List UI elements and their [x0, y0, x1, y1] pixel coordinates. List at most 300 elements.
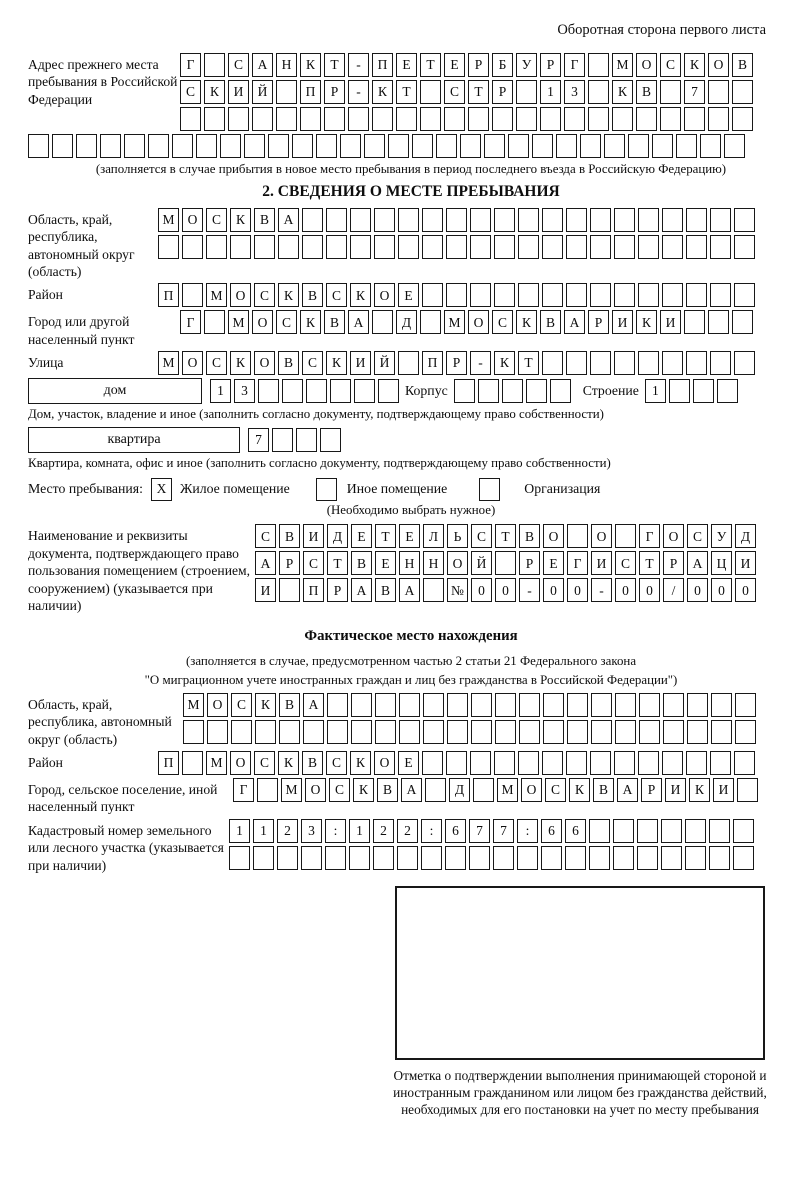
char-cell[interactable]: К [255, 693, 276, 717]
char-cell[interactable]: А [252, 53, 273, 77]
char-cell[interactable]: С [302, 351, 323, 375]
char-cell[interactable]: О [447, 551, 468, 575]
char-cell[interactable] [686, 351, 707, 375]
char-cell[interactable] [615, 720, 636, 744]
char-cell[interactable]: П [303, 578, 324, 602]
char-cell[interactable]: О [182, 351, 203, 375]
char-cell[interactable] [454, 379, 475, 403]
char-cell[interactable] [484, 134, 505, 158]
char-cell[interactable] [652, 134, 673, 158]
char-cell[interactable] [614, 208, 635, 232]
char-cell[interactable] [542, 208, 563, 232]
char-cell[interactable] [711, 693, 732, 717]
char-cell[interactable]: В [302, 283, 323, 307]
char-cell[interactable] [422, 751, 443, 775]
char-cell[interactable] [183, 720, 204, 744]
char-cell[interactable] [206, 235, 227, 259]
char-cell[interactable]: К [278, 751, 299, 775]
char-cell[interactable] [700, 134, 721, 158]
char-cell[interactable] [735, 693, 756, 717]
char-cell[interactable] [468, 107, 489, 131]
char-cell[interactable] [373, 846, 394, 870]
char-cell[interactable] [717, 379, 738, 403]
char-cell[interactable]: Й [252, 80, 273, 104]
char-cell[interactable]: В [732, 53, 753, 77]
char-cell[interactable]: 1 [349, 819, 370, 843]
char-cell[interactable]: О [591, 524, 612, 548]
char-cell[interactable] [182, 283, 203, 307]
char-cell[interactable] [182, 751, 203, 775]
char-cell[interactable] [231, 720, 252, 744]
char-cell[interactable] [422, 208, 443, 232]
char-cell[interactable] [662, 351, 683, 375]
char-cell[interactable] [734, 208, 755, 232]
char-cell[interactable] [709, 846, 730, 870]
char-cell[interactable] [639, 720, 660, 744]
char-cell[interactable]: О [521, 778, 542, 802]
char-cell[interactable] [446, 751, 467, 775]
char-cell[interactable]: М [444, 310, 465, 334]
char-cell[interactable]: : [421, 819, 442, 843]
char-cell[interactable]: В [593, 778, 614, 802]
char-cell[interactable]: Д [449, 778, 470, 802]
char-cell[interactable]: 6 [445, 819, 466, 843]
char-cell[interactable]: М [281, 778, 302, 802]
char-cell[interactable] [710, 351, 731, 375]
char-cell[interactable] [282, 379, 303, 403]
char-cell[interactable] [374, 208, 395, 232]
char-cell[interactable] [100, 134, 121, 158]
char-cell[interactable] [663, 720, 684, 744]
char-cell[interactable] [436, 134, 457, 158]
char-cell[interactable] [540, 107, 561, 131]
char-cell[interactable]: В [351, 551, 372, 575]
char-cell[interactable] [502, 379, 523, 403]
char-cell[interactable]: О [254, 351, 275, 375]
char-cell[interactable]: К [612, 80, 633, 104]
char-cell[interactable]: К [353, 778, 374, 802]
char-cell[interactable]: А [278, 208, 299, 232]
char-cell[interactable] [733, 846, 754, 870]
char-cell[interactable] [302, 208, 323, 232]
char-cell[interactable] [422, 283, 443, 307]
char-cell[interactable]: Е [399, 524, 420, 548]
char-cell[interactable]: Г [180, 310, 201, 334]
char-cell[interactable]: П [158, 751, 179, 775]
char-cell[interactable]: К [326, 351, 347, 375]
char-cell[interactable]: С [228, 53, 249, 77]
char-cell[interactable]: В [540, 310, 561, 334]
char-cell[interactable] [421, 846, 442, 870]
char-cell[interactable]: 2 [277, 819, 298, 843]
char-cell[interactable]: И [591, 551, 612, 575]
char-cell[interactable] [580, 134, 601, 158]
char-cell[interactable] [734, 751, 755, 775]
char-cell[interactable]: 6 [565, 819, 586, 843]
char-cell[interactable] [637, 846, 658, 870]
char-cell[interactable] [494, 283, 515, 307]
char-cell[interactable] [590, 235, 611, 259]
char-cell[interactable] [590, 208, 611, 232]
char-cell[interactable]: А [348, 310, 369, 334]
char-cell[interactable] [662, 208, 683, 232]
char-cell[interactable]: Т [396, 80, 417, 104]
char-cell[interactable] [686, 751, 707, 775]
char-cell[interactable]: Р [327, 578, 348, 602]
char-cell[interactable] [277, 846, 298, 870]
char-cell[interactable] [615, 524, 636, 548]
char-cell[interactable] [550, 379, 571, 403]
char-cell[interactable]: 2 [373, 819, 394, 843]
char-cell[interactable]: К [494, 351, 515, 375]
char-cell[interactable]: В [519, 524, 540, 548]
char-cell[interactable] [542, 351, 563, 375]
char-cell[interactable]: О [230, 283, 251, 307]
char-cell[interactable]: 0 [543, 578, 564, 602]
char-cell[interactable] [518, 751, 539, 775]
char-cell[interactable]: С [545, 778, 566, 802]
char-cell[interactable] [423, 720, 444, 744]
char-cell[interactable] [590, 283, 611, 307]
char-cell[interactable] [669, 379, 690, 403]
char-cell[interactable] [589, 819, 610, 843]
char-cell[interactable]: О [182, 208, 203, 232]
char-cell[interactable] [220, 134, 241, 158]
char-cell[interactable]: М [183, 693, 204, 717]
char-cell[interactable] [229, 846, 250, 870]
char-cell[interactable] [612, 107, 633, 131]
char-cell[interactable]: С [615, 551, 636, 575]
char-cell[interactable] [661, 819, 682, 843]
char-cell[interactable] [567, 720, 588, 744]
char-cell[interactable] [470, 751, 491, 775]
char-cell[interactable]: С [254, 751, 275, 775]
char-cell[interactable] [567, 693, 588, 717]
char-cell[interactable] [685, 846, 706, 870]
char-cell[interactable]: С [329, 778, 350, 802]
char-cell[interactable]: С [206, 208, 227, 232]
char-cell[interactable]: Е [375, 551, 396, 575]
char-cell[interactable]: Т [468, 80, 489, 104]
char-cell[interactable]: Г [567, 551, 588, 575]
char-cell[interactable]: - [348, 80, 369, 104]
char-cell[interactable] [709, 819, 730, 843]
char-cell[interactable] [604, 134, 625, 158]
char-cell[interactable] [325, 846, 346, 870]
char-cell[interactable]: О [305, 778, 326, 802]
stay-type-checkbox-other[interactable] [316, 478, 337, 501]
char-cell[interactable]: С [254, 283, 275, 307]
char-cell[interactable] [420, 310, 441, 334]
char-cell[interactable]: К [300, 310, 321, 334]
char-cell[interactable] [460, 134, 481, 158]
char-cell[interactable]: В [302, 751, 323, 775]
char-cell[interactable] [412, 134, 433, 158]
char-cell[interactable]: Т [518, 351, 539, 375]
char-cell[interactable]: К [300, 53, 321, 77]
char-cell[interactable] [254, 235, 275, 259]
char-cell[interactable]: Е [444, 53, 465, 77]
char-cell[interactable] [567, 524, 588, 548]
char-cell[interactable] [470, 235, 491, 259]
char-cell[interactable]: У [711, 524, 732, 548]
char-cell[interactable]: 0 [711, 578, 732, 602]
char-cell[interactable]: В [377, 778, 398, 802]
char-cell[interactable] [300, 107, 321, 131]
char-cell[interactable] [258, 379, 279, 403]
char-cell[interactable]: Р [446, 351, 467, 375]
char-cell[interactable]: С [180, 80, 201, 104]
char-cell[interactable] [737, 778, 758, 802]
char-cell[interactable]: Р [663, 551, 684, 575]
char-cell[interactable]: А [687, 551, 708, 575]
char-cell[interactable] [257, 778, 278, 802]
char-cell[interactable] [276, 107, 297, 131]
char-cell[interactable] [495, 693, 516, 717]
char-cell[interactable] [303, 720, 324, 744]
char-cell[interactable] [542, 235, 563, 259]
char-cell[interactable] [732, 310, 753, 334]
stay-type-checkbox-residential[interactable]: X [151, 478, 172, 501]
char-cell[interactable] [279, 578, 300, 602]
char-cell[interactable] [423, 578, 444, 602]
char-cell[interactable] [268, 134, 289, 158]
char-cell[interactable]: Р [324, 80, 345, 104]
char-cell[interactable]: 7 [493, 819, 514, 843]
char-cell[interactable] [518, 283, 539, 307]
char-cell[interactable] [613, 846, 634, 870]
char-cell[interactable] [473, 778, 494, 802]
char-cell[interactable]: Т [495, 524, 516, 548]
char-cell[interactable]: Г [639, 524, 660, 548]
char-cell[interactable] [614, 235, 635, 259]
char-cell[interactable] [614, 283, 635, 307]
char-cell[interactable]: Р [468, 53, 489, 77]
char-cell[interactable]: В [636, 80, 657, 104]
char-cell[interactable] [660, 80, 681, 104]
char-cell[interactable] [196, 134, 217, 158]
char-cell[interactable]: Н [423, 551, 444, 575]
char-cell[interactable]: И [713, 778, 734, 802]
char-cell[interactable] [302, 235, 323, 259]
char-cell[interactable]: С [660, 53, 681, 77]
char-cell[interactable] [494, 235, 515, 259]
char-cell[interactable]: П [372, 53, 393, 77]
char-cell[interactable] [711, 720, 732, 744]
char-cell[interactable] [124, 134, 145, 158]
char-cell[interactable]: С [444, 80, 465, 104]
char-cell[interactable]: 7 [469, 819, 490, 843]
char-cell[interactable] [148, 134, 169, 158]
char-cell[interactable] [445, 846, 466, 870]
char-cell[interactable] [351, 693, 372, 717]
char-cell[interactable] [588, 53, 609, 77]
char-cell[interactable] [372, 107, 393, 131]
char-cell[interactable] [724, 134, 745, 158]
char-cell[interactable]: О [468, 310, 489, 334]
char-cell[interactable] [614, 751, 635, 775]
char-cell[interactable] [292, 134, 313, 158]
char-cell[interactable]: С [492, 310, 513, 334]
char-cell[interactable] [388, 134, 409, 158]
char-cell[interactable] [565, 846, 586, 870]
char-cell[interactable] [478, 379, 499, 403]
char-cell[interactable] [378, 379, 399, 403]
char-cell[interactable]: К [684, 53, 705, 77]
char-cell[interactable] [708, 107, 729, 131]
char-cell[interactable]: Ь [447, 524, 468, 548]
char-cell[interactable]: В [278, 351, 299, 375]
char-cell[interactable]: К [569, 778, 590, 802]
char-cell[interactable] [326, 208, 347, 232]
char-cell[interactable] [272, 428, 293, 452]
char-cell[interactable] [710, 208, 731, 232]
char-cell[interactable] [447, 720, 468, 744]
char-cell[interactable] [494, 751, 515, 775]
char-cell[interactable]: / [663, 578, 684, 602]
char-cell[interactable] [735, 720, 756, 744]
char-cell[interactable]: Е [396, 53, 417, 77]
char-cell[interactable] [734, 235, 755, 259]
char-cell[interactable] [686, 208, 707, 232]
char-cell[interactable] [172, 134, 193, 158]
stay-type-checkbox-organization[interactable] [479, 478, 500, 501]
char-cell[interactable] [348, 107, 369, 131]
char-cell[interactable]: 0 [639, 578, 660, 602]
char-cell[interactable] [447, 693, 468, 717]
char-cell[interactable] [684, 107, 705, 131]
char-cell[interactable]: 0 [615, 578, 636, 602]
char-cell[interactable]: Р [588, 310, 609, 334]
char-cell[interactable]: О [207, 693, 228, 717]
char-cell[interactable]: : [325, 819, 346, 843]
char-cell[interactable] [375, 720, 396, 744]
char-cell[interactable] [422, 235, 443, 259]
char-cell[interactable] [374, 235, 395, 259]
char-cell[interactable] [398, 351, 419, 375]
char-cell[interactable]: А [303, 693, 324, 717]
char-cell[interactable] [687, 720, 708, 744]
char-cell[interactable] [566, 235, 587, 259]
char-cell[interactable] [444, 107, 465, 131]
char-cell[interactable] [638, 751, 659, 775]
char-cell[interactable]: - [591, 578, 612, 602]
char-cell[interactable]: Т [327, 551, 348, 575]
char-cell[interactable]: 1 [645, 379, 666, 403]
char-cell[interactable]: П [158, 283, 179, 307]
char-cell[interactable] [349, 846, 370, 870]
char-cell[interactable] [693, 379, 714, 403]
char-cell[interactable] [52, 134, 73, 158]
char-cell[interactable]: Г [233, 778, 254, 802]
char-cell[interactable]: 6 [541, 819, 562, 843]
char-cell[interactable] [638, 351, 659, 375]
char-cell[interactable] [276, 80, 297, 104]
char-cell[interactable]: О [636, 53, 657, 77]
char-cell[interactable] [397, 846, 418, 870]
char-cell[interactable]: Д [735, 524, 756, 548]
char-cell[interactable] [637, 819, 658, 843]
char-cell[interactable] [423, 693, 444, 717]
char-cell[interactable] [471, 693, 492, 717]
char-cell[interactable] [230, 235, 251, 259]
char-cell[interactable] [330, 379, 351, 403]
char-cell[interactable]: О [663, 524, 684, 548]
char-cell[interactable]: В [279, 693, 300, 717]
char-cell[interactable] [354, 379, 375, 403]
char-cell[interactable] [661, 846, 682, 870]
char-cell[interactable]: А [351, 578, 372, 602]
char-cell[interactable]: 1 [540, 80, 561, 104]
char-cell[interactable] [636, 107, 657, 131]
char-cell[interactable]: М [206, 751, 227, 775]
char-cell[interactable]: К [278, 283, 299, 307]
char-cell[interactable] [566, 208, 587, 232]
char-cell[interactable]: М [158, 208, 179, 232]
char-cell[interactable] [639, 693, 660, 717]
char-cell[interactable]: В [324, 310, 345, 334]
char-cell[interactable] [470, 208, 491, 232]
char-cell[interactable]: И [255, 578, 276, 602]
char-cell[interactable]: О [374, 751, 395, 775]
char-cell[interactable]: - [519, 578, 540, 602]
char-cell[interactable] [76, 134, 97, 158]
char-cell[interactable]: К [516, 310, 537, 334]
char-cell[interactable]: 0 [567, 578, 588, 602]
char-cell[interactable]: 0 [735, 578, 756, 602]
char-cell[interactable] [204, 53, 225, 77]
char-cell[interactable] [732, 107, 753, 131]
char-cell[interactable] [638, 235, 659, 259]
char-cell[interactable] [396, 107, 417, 131]
char-cell[interactable]: К [230, 351, 251, 375]
char-cell[interactable] [541, 846, 562, 870]
char-cell[interactable] [495, 551, 516, 575]
char-cell[interactable] [372, 310, 393, 334]
char-cell[interactable]: А [255, 551, 276, 575]
char-cell[interactable]: С [326, 283, 347, 307]
char-cell[interactable] [685, 819, 706, 843]
char-cell[interactable] [566, 351, 587, 375]
char-cell[interactable]: Й [374, 351, 395, 375]
char-cell[interactable]: Д [396, 310, 417, 334]
char-cell[interactable] [516, 80, 537, 104]
char-cell[interactable] [364, 134, 385, 158]
char-cell[interactable] [543, 693, 564, 717]
char-cell[interactable] [734, 351, 755, 375]
char-cell[interactable] [710, 751, 731, 775]
char-cell[interactable]: С [206, 351, 227, 375]
char-cell[interactable] [350, 235, 371, 259]
char-cell[interactable] [252, 107, 273, 131]
char-cell[interactable] [446, 235, 467, 259]
char-cell[interactable]: Т [639, 551, 660, 575]
char-cell[interactable]: 0 [495, 578, 516, 602]
char-cell[interactable] [519, 693, 540, 717]
char-cell[interactable]: П [300, 80, 321, 104]
char-cell[interactable]: Ц [711, 551, 732, 575]
char-cell[interactable] [589, 846, 610, 870]
char-cell[interactable] [556, 134, 577, 158]
char-cell[interactable]: Т [324, 53, 345, 77]
char-cell[interactable]: Е [351, 524, 372, 548]
char-cell[interactable] [306, 379, 327, 403]
char-cell[interactable] [734, 283, 755, 307]
char-cell[interactable] [399, 693, 420, 717]
char-cell[interactable] [614, 351, 635, 375]
char-cell[interactable] [420, 107, 441, 131]
char-cell[interactable] [399, 720, 420, 744]
